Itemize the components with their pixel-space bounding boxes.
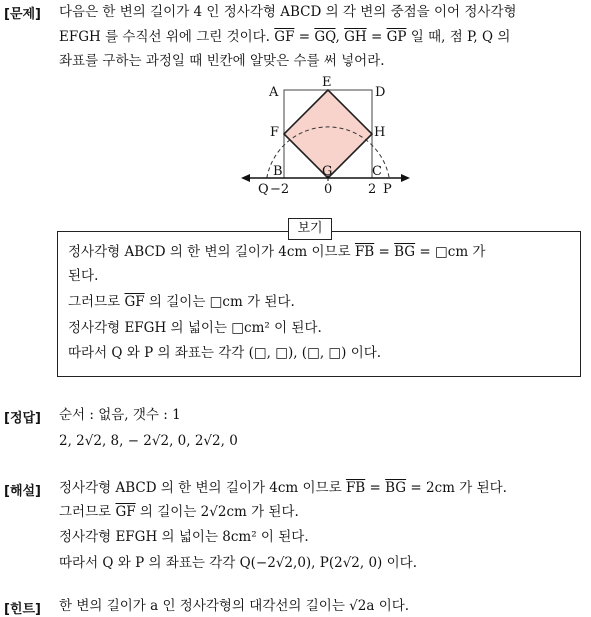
bogi-line-3-pre: 그러므로 — [68, 294, 121, 310]
bogi-line-1-pre: 정사각형 ABCD 의 한 변의 길이가 4cm 이므로 — [68, 244, 351, 260]
solution-line-1-post: = 2cm 가 된다. — [410, 480, 507, 496]
equals: = — [298, 29, 311, 45]
problem-line-2 — [59, 27, 510, 47]
solution-line-2-post: 의 길이는 2√2cm 가 된다. — [139, 504, 299, 520]
answer-line-1: 순서 : 없음, 갯수 : 1 — [59, 407, 181, 423]
solution-line-1-pre: 정사각형 ABCD 의 한 변의 길이가 4cm 이므로 — [59, 480, 342, 496]
bogi-line-1 — [68, 242, 485, 262]
solution-line-4: 따라서 Q 와 P 의 좌표는 각각 Q(−2√2,0), P(2√2, 0) 이다. — [59, 555, 417, 571]
hint-tag: [힌트] — [4, 602, 41, 617]
answer-line-2: 2, 2√2, 8, − 2√2, 0, 2√2, 0 — [59, 433, 238, 449]
comma: , — [335, 29, 340, 45]
hint-text: 한 변의 길이가 a 인 정사각형의 대각선의 길이는 √2a 이다. — [59, 598, 410, 614]
bogi-line-4: 정사각형 EFGH 의 넓이는 □cm² 이 된다. — [68, 320, 322, 336]
solution-tag: [해설] — [4, 484, 41, 499]
segment-gh: $\overline{GH}$ — [344, 29, 367, 45]
tick-label-2: 2 — [368, 182, 377, 196]
label-c: C — [372, 164, 382, 179]
answer-tag: [정답] — [4, 411, 41, 426]
label-g: G — [322, 164, 333, 179]
bogi-title: 보기 — [288, 218, 332, 240]
equals: = — [378, 244, 390, 260]
problem-line-1: 다음은 한 변의 길이가 4 인 정사각형 ABCD 의 각 변의 중점을 이어 정사각형 — [59, 4, 517, 20]
segment-bg: $\overline{BG}$ — [385, 480, 407, 496]
bogi-line-3-post: 의 길이는 □cm 가 된다. — [148, 294, 295, 310]
solution-line-2-pre: 그러므로 — [59, 504, 112, 520]
bogi-line-5: 따라서 Q 와 P 의 좌표는 각각 (□, □), (□, □) 이다. — [68, 345, 382, 361]
segment-gf: $\overline{GF}$ — [124, 294, 145, 310]
tick-label-0: 0 — [324, 182, 333, 196]
bogi-line-1-post: = □cm 가 — [419, 244, 486, 260]
label-h: H — [374, 125, 386, 140]
bogi-line-3 — [68, 292, 295, 312]
arrow-left — [241, 174, 250, 182]
label-f: F — [270, 125, 280, 140]
solution-line-2 — [59, 502, 299, 522]
solution-line-1 — [59, 478, 507, 498]
label-q: Q — [258, 182, 269, 196]
label-p: P — [383, 182, 392, 196]
tick-label-minus-2: −2 — [270, 182, 290, 196]
label-d: D — [375, 85, 386, 100]
equals: = — [369, 480, 381, 496]
problem-line-2-post: 일 때, 점 P, Q 의 — [410, 29, 511, 45]
segment-gp: $\overline{GP}$ — [386, 29, 407, 45]
problem-line-3: 좌표를 구하는 과정일 때 빈칸에 알맞은 수를 써 넣어라. — [59, 53, 385, 69]
equals: = — [370, 29, 383, 45]
problem-line-2-pre: EFGH 를 수직선 위에 그린 것이다. — [59, 29, 270, 45]
solution-line-3: 정사각형 EFGH 의 넓이는 8cm² 이 된다. — [59, 529, 309, 545]
segment-fb: $\overline{FB}$ — [345, 480, 366, 496]
label-b: B — [273, 164, 283, 179]
segment-gf: $\overline{GF}$ — [274, 29, 295, 45]
label-a: A — [269, 85, 279, 100]
problem-tag: [문제] — [4, 7, 41, 22]
label-e: E — [322, 75, 332, 90]
segment-bg: $\overline{BG}$ — [394, 244, 416, 260]
segment-fb: $\overline{FB}$ — [354, 244, 375, 260]
bogi-line-2: 된다. — [68, 268, 99, 284]
segment-gq: $\overline{GQ}$ — [314, 29, 336, 45]
segment-gf: $\overline{GF}$ — [115, 504, 136, 520]
number-line-figure — [238, 74, 413, 196]
arrow-right — [401, 174, 410, 182]
